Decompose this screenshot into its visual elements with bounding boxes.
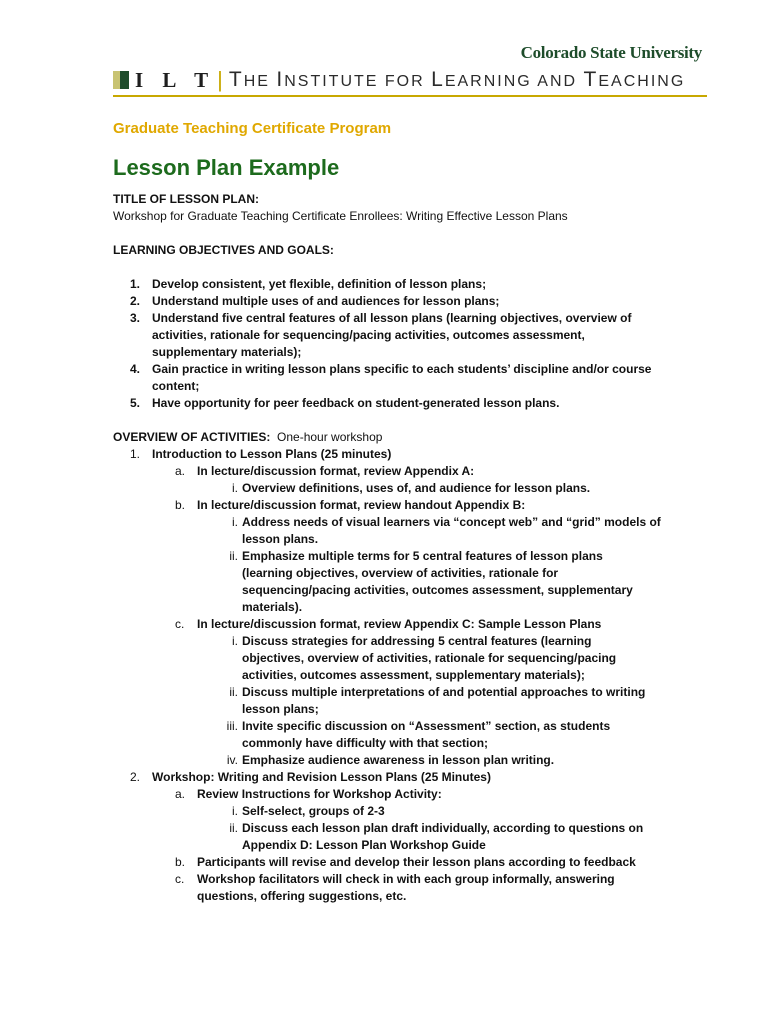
objectives-label: LEARNING OBJECTIVES AND GOALS: <box>113 243 334 257</box>
objective-item: 2. Understand multiple uses of and audiences for lesson plans; <box>130 294 500 308</box>
activity-detail: iii. Invite specific discussion on “Assessment” section, as students commonly have difficulty with that section; <box>226 719 611 750</box>
institute-banner <box>113 66 705 94</box>
activity-detail: iv. Emphasize audience awareness in lesson plan writing. <box>226 753 555 767</box>
activity-detail: i. Overview definitions, uses of, and audience for lesson plans. <box>232 481 591 495</box>
objective-item: 3. Understand five central features of all lesson plans (learning objectives, overview of activities, rationale for sequencing/pacing activities, outcomes assessment, supplementary materials); <box>130 311 632 359</box>
ilt-logo-icon <box>113 71 129 89</box>
activity-subitem: b. Participants will revise and develop their lesson plans according to feedback <box>175 855 636 869</box>
ilt-letters: I L T <box>135 67 216 92</box>
activity-section: 2. Workshop: Writing and Revision Lesson Plans (25 Minutes) <box>130 770 491 784</box>
title-label: TITLE OF LESSON PLAN: <box>113 192 259 206</box>
university-wordmark: Colorado State University <box>520 43 702 62</box>
page-title: Lesson Plan Example <box>113 155 340 180</box>
banner-separator: | <box>217 67 223 92</box>
document-body <box>113 191 673 905</box>
institute-name: THE INSTITUTE FOR LEARNING AND TEACHING <box>228 68 686 91</box>
activity-subitem: a. Review Instructions for Workshop Activity: <box>175 787 442 801</box>
activity-subitem: c. In lecture/discussion format, review Appendix C: Sample Lesson Plans <box>175 617 602 631</box>
activity-subitem: c. Workshop facilitators will check in with each group informally, answering questions, offering suggestions, etc. <box>175 872 615 903</box>
program-title: Graduate Teaching Certificate Program <box>113 120 392 137</box>
activity-subitem: a. In lecture/discussion format, review Appendix A: <box>175 464 475 478</box>
activity-detail: i. Self-select, groups of 2-3 <box>232 804 385 818</box>
activity-detail: ii. Discuss multiple interpretations of and potential approaches to writing lesson plans; <box>229 685 646 716</box>
activity-section: 1. Introduction to Lesson Plans (25 minutes) <box>130 447 392 461</box>
activity-detail: i. Address needs of visual learners via “concept web” and “grid” models of lesson plans. <box>232 515 661 546</box>
objective-item: 4. Gain practice in writing lesson plans specific to each students’ discipline and/or course content; <box>130 362 652 393</box>
activity-detail: ii. Discuss each lesson plan draft individually, according to questions on Appendix D: Lesson Plan Workshop Guide <box>229 821 644 852</box>
activity-subitem: b. In lecture/discussion format, review handout Appendix B: <box>175 498 526 512</box>
objective-item: 5. Have opportunity for peer feedback on student-generated lesson plans. <box>130 396 560 410</box>
overview-subtitle: One-hour workshop <box>270 430 383 444</box>
header-rule <box>113 95 707 97</box>
objective-item: 1. Develop consistent, yet flexible, definition of lesson plans; <box>130 277 487 291</box>
title-value: Workshop for Graduate Teaching Certificate Enrollees: Writing Effective Lesson Plans <box>113 209 568 223</box>
activity-detail: ii. Emphasize multiple terms for 5 central features of lesson plans (learning objectives, overview of activities, rationale for sequencing/pacing activities, outcomes assessment, supplementary materials). <box>229 549 633 614</box>
activity-detail: i. Discuss strategies for addressing 5 central features (learning objectives, overview of activities, rationale for sequencing/pacing activities, outcomes assessment, supplementary materials); <box>232 634 617 682</box>
overview-heading: OVERVIEW OF ACTIVITIES: One-hour workshop <box>113 430 383 444</box>
